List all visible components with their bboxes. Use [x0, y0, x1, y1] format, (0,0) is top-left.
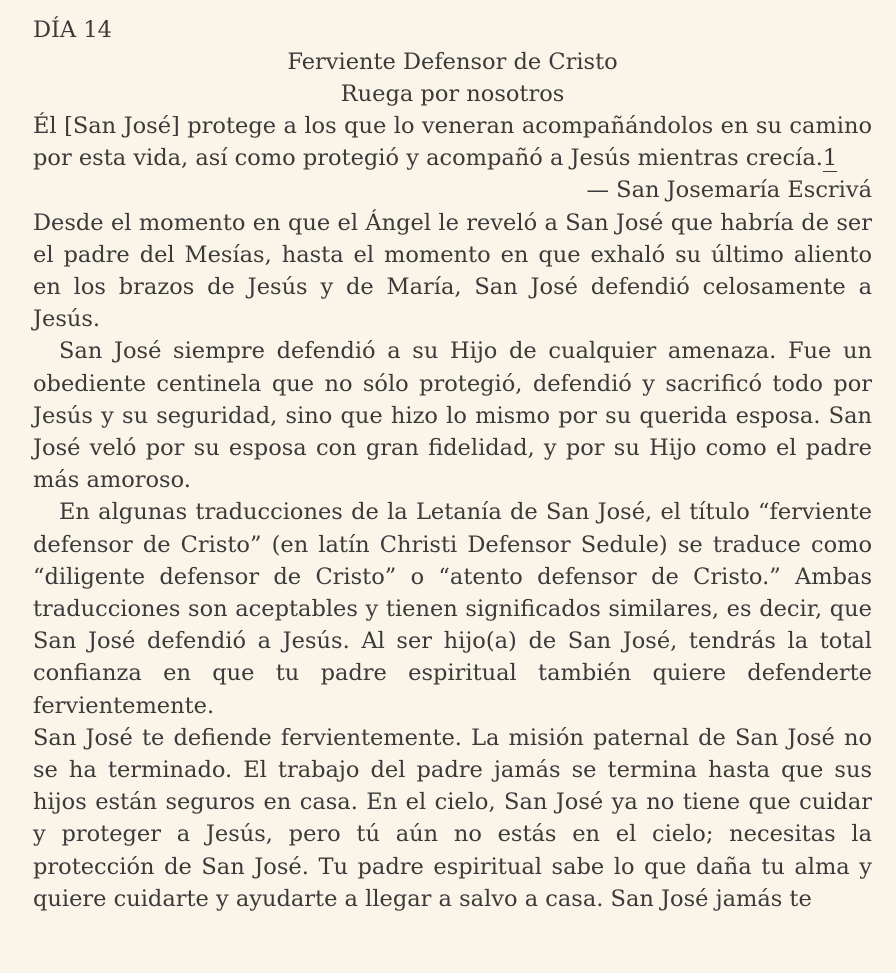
body-paragraph-3: En algunas traducciones de la Letanía de San José, el título “ferviente defensor de Cristo” (en latín Christi Defensor Sedule) se traduce como “diligente defensor de Cristo” o “atento defensor de Cristo.” Ambas traducciones son aceptables y tienen significados similares, es decir, que San José defendió a Jesús. Al ser hijo(a) de San José, tendrás la total confianza en que tu padre espiritual también quiere defenderte fervientemente. — [33, 499, 872, 719]
epigraph-text: Él [San José] protege a los que lo veneran acompañándolos en su camino por esta vida, así como protegió y acompañó a Jesús mientras crecía. — [33, 113, 872, 172]
body-paragraph-1: Desde el momento en que el Ángel le reveló a San José que habría de ser el padre del Mesías, hasta el momento en que exhaló su último aliento en los brazos de Jesús y de María, San José defendió celosamente a Jesús. — [33, 209, 872, 333]
epigraph-quote — [33, 110, 872, 174]
body-paragraph-4: San José te defiende fervientemente. La misión paternal de San José no se ha terminado. El trabajo del padre jamás se termina hasta que sus hijos están seguros en casa. En el cielo, San José ya no tiene que cuidar y proteger a Jesús, pero tú aún no estás en el cielo; necesitas la protección de San José. Tu padre espiritual sabe lo que daña tu alma y quiere cuidarte y ayudarte a llegar a salvo a casa. San José jamás te — [33, 724, 872, 912]
footnote-link[interactable]: 1 — [822, 145, 838, 172]
chapter-title: Ferviente Defensor de Cristo — [287, 49, 618, 75]
body-paragraph-2: San José siempre defendió a su Hijo de cualquier amenaza. Fue un obediente centinela que no sólo protegió, defendió y sacrificó todo por Jesús y su seguridad, sino que hizo lo mismo por su querida esposa. San José veló por su esposa con gran fidelidad, y por su Hijo como el padre más amoroso. — [33, 338, 872, 494]
day-label: DÍA 14 — [33, 17, 112, 43]
chapter-subtitle: Ruega por nosotros — [340, 81, 565, 107]
epigraph-attribution: — San Josemaría Escrivá — [586, 177, 872, 204]
